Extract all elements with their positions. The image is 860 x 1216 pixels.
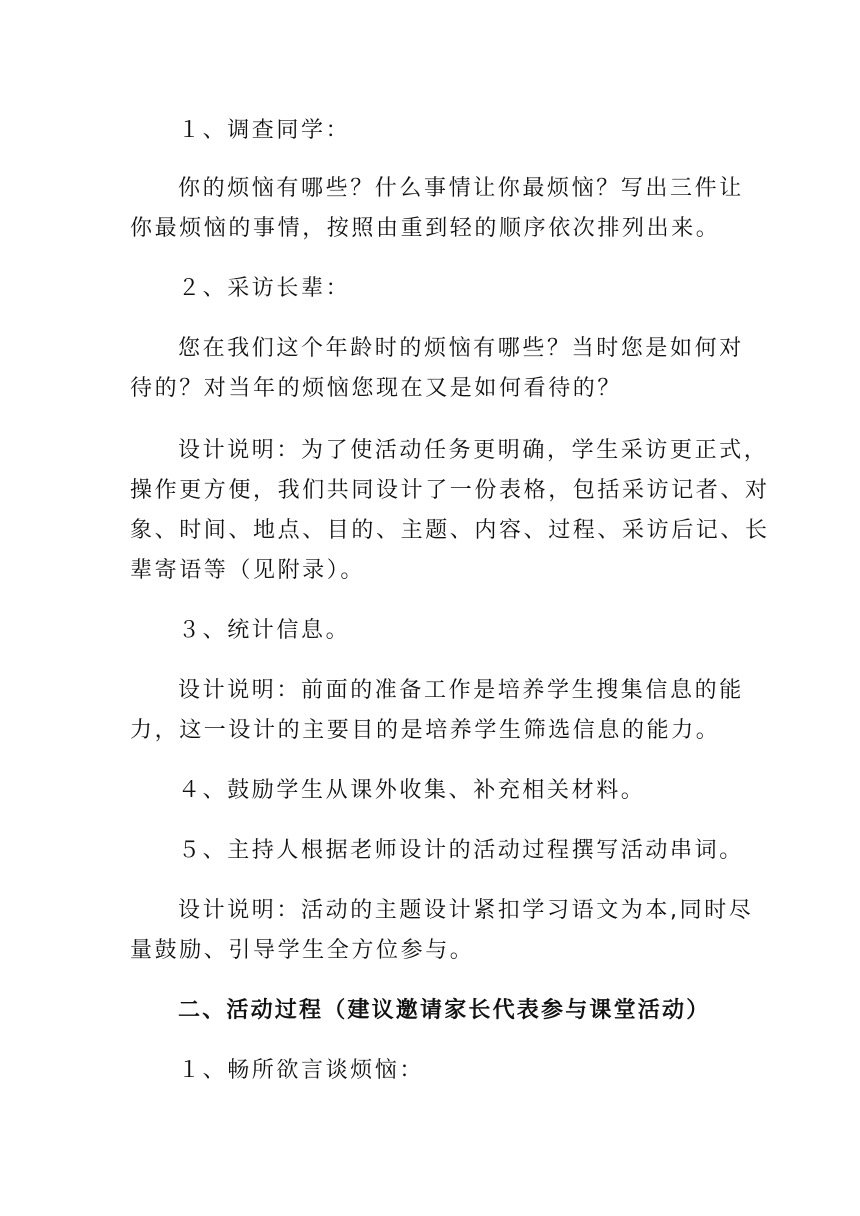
paragraph-line: 设计说明：前面的准备工作是培养学生搜集信息的能 — [178, 678, 744, 703]
paragraph-line: 你最烦恼的事情，按照由重到轻的顺序依次排列出来。 — [130, 216, 721, 241]
paragraph-line: 象、时间、地点、目的、主题、内容、过程、采访后记、长 — [130, 518, 770, 543]
paragraph-line: 你的烦恼有哪些？什么事情让你最烦恼？写出三件让 — [178, 176, 744, 201]
paragraph-line: 力，这一设计的主要目的是培养学生筛选信息的能力。 — [130, 718, 721, 743]
section-heading: 二、活动过程（建议邀请家长代表参与课堂活动） — [178, 998, 711, 1023]
paragraph-line: 设计说明：为了使活动任务更明确，学生采访更正式， — [178, 438, 769, 463]
paragraph-line: 辈寄语等（见附录）。 — [130, 558, 366, 583]
item-host-script: ５、主持人根据老师设计的活动过程撰写活动串词。 — [178, 838, 744, 863]
paragraph-line: 设计说明：活动的主题设计紧扣学习语文为本,同时尽 — [178, 898, 754, 923]
item-survey-classmates: １、调查同学： — [178, 118, 351, 143]
item-interview-elders: ２、采访长辈： — [178, 276, 351, 301]
paragraph-line: 操作更方便，我们共同设计了一份表格，包括采访记者、对 — [130, 478, 770, 503]
item-statistics: ３、统计信息。 — [178, 618, 351, 643]
item-talk-worries: １、畅所欲言谈烦恼： — [178, 1058, 425, 1083]
item-encourage-students: ４、鼓励学生从课外收集、补充相关材料。 — [178, 778, 646, 803]
paragraph-line: 待的？对当年的烦恼您现在又是如何看待的？ — [130, 376, 623, 401]
paragraph-line: 量鼓励、引导学生全方位参与。 — [130, 938, 475, 963]
paragraph-line: 您在我们这个年龄时的烦恼有哪些？当时您是如何对 — [178, 336, 744, 361]
